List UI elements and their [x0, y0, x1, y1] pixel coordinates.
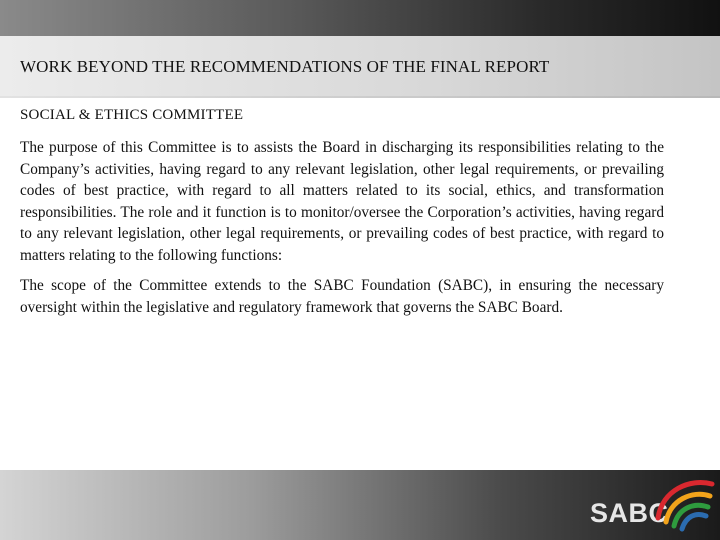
logo-text: SABC: [590, 498, 669, 528]
slide-title: WORK BEYOND THE RECOMMENDATIONS OF THE FINAL REPORT: [20, 57, 550, 76]
paragraph-purpose: The purpose of this Committee is to assists the Board in discharging its responsibilities relating to the Company’s activities, having regard to any relevant legislation, other legal requirements, or prevailing codes of best practice, with regard to all matters related to its social, ethics, and transformation responsibilities. The role and it function is to monitor/oversee the Corporation’s activities, having regard to any relevant legislation, other legal requirements, or prevailing codes of best practice, with regard to matters relating to the following functions:: [20, 139, 664, 264]
sabc-swoosh-icon: [650, 472, 716, 532]
top-bar: [0, 0, 720, 36]
slide-content: [20, 104, 664, 327]
paragraph-scope: The scope of the Committee extends to the SABC Foundation (SABC), in ensuring the necessary oversight within the legislative and regulatory framework that governs the SABC Board.: [20, 277, 664, 316]
sabc-logo: [590, 472, 715, 536]
section-heading: SOCIAL & ETHICS COMMITTEE: [20, 107, 244, 123]
